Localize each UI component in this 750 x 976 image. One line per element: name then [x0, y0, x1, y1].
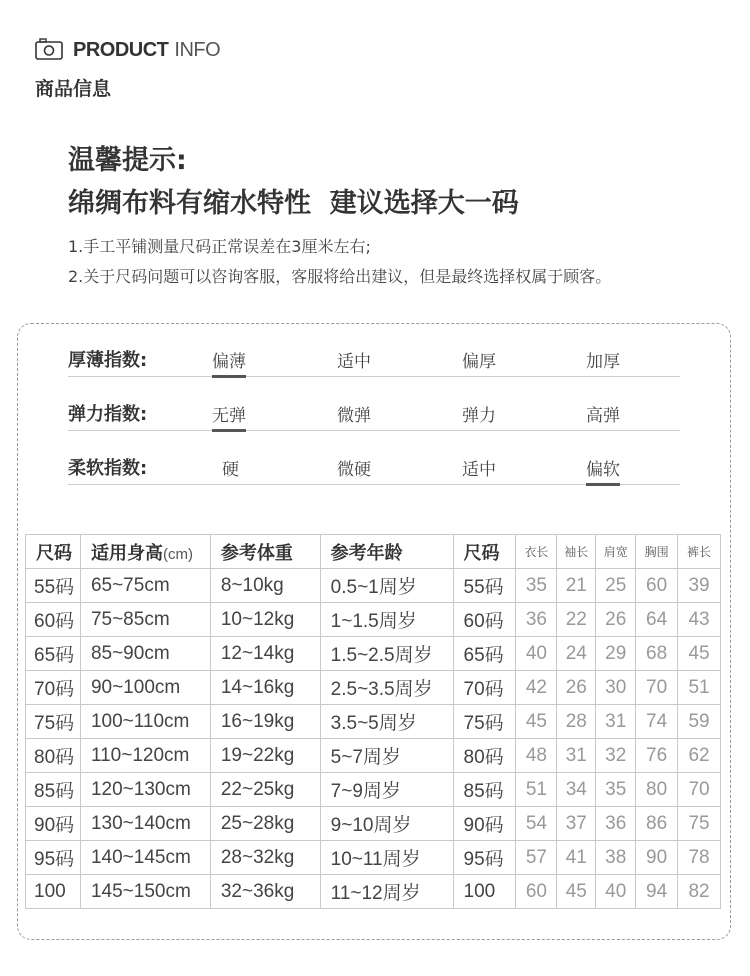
index-option: 高弹 — [586, 406, 620, 426]
size-table-body — [26, 569, 721, 909]
table-cell: 80码 — [26, 739, 81, 773]
table-cell: 9~10周岁 — [320, 807, 453, 841]
tip-main: 绵绸布料有缩水特性 建议选择大一码 — [68, 188, 519, 219]
table-row — [26, 841, 721, 875]
table-cell: 30 — [596, 671, 636, 705]
table-cell: 36 — [596, 807, 636, 841]
table-cell: 32~36kg — [210, 875, 320, 909]
header-subtitle: 商品信息 — [35, 78, 112, 100]
index-option: 加厚 — [586, 352, 620, 372]
table-cell: 48 — [516, 739, 557, 773]
table-row — [26, 671, 721, 705]
table-cell: 2.5~3.5周岁 — [320, 671, 453, 705]
table-cell: 145~150cm — [80, 875, 210, 909]
table-cell: 3.5~5周岁 — [320, 705, 453, 739]
table-cell: 74 — [636, 705, 678, 739]
table-cell: 7~9周岁 — [320, 773, 453, 807]
header-shoulder: 肩宽 — [596, 535, 636, 569]
table-cell: 0.5~1周岁 — [320, 569, 453, 603]
index-option: 适中 — [462, 460, 496, 480]
table-cell: 70 — [678, 773, 721, 807]
table-cell: 95码 — [26, 841, 81, 875]
table-cell: 40 — [596, 875, 636, 909]
table-cell: 75码 — [453, 705, 516, 739]
table-cell: 70码 — [26, 671, 81, 705]
table-cell: 32 — [596, 739, 636, 773]
table-cell: 11~12周岁 — [320, 875, 453, 909]
table-cell: 60 — [516, 875, 557, 909]
table-row — [26, 807, 721, 841]
index-option: 无弹 — [212, 401, 246, 426]
table-cell: 43 — [678, 603, 721, 637]
header-chest: 胸围 — [636, 535, 678, 569]
table-cell: 62 — [678, 739, 721, 773]
table-cell: 14~16kg — [210, 671, 320, 705]
table-cell: 70码 — [453, 671, 516, 705]
thickness-index-row — [68, 340, 680, 377]
header-title: PRODUCT INFO — [73, 39, 221, 61]
table-cell: 120~130cm — [80, 773, 210, 807]
table-cell: 31 — [557, 739, 596, 773]
header-height: 适用身高(cm) — [80, 535, 210, 569]
tip-title: 温馨提示: — [68, 145, 187, 176]
table-cell: 65码 — [26, 637, 81, 671]
table-cell: 45 — [678, 637, 721, 671]
table-cell: 60码 — [453, 603, 516, 637]
table-cell: 35 — [516, 569, 557, 603]
table-cell: 38 — [596, 841, 636, 875]
table-cell: 75码 — [26, 705, 81, 739]
table-cell: 42 — [516, 671, 557, 705]
index-option: 偏薄 — [212, 347, 246, 372]
table-cell: 25~28kg — [210, 807, 320, 841]
header-length: 衣长 — [516, 535, 557, 569]
table-cell: 55码 — [26, 569, 81, 603]
table-cell: 65~75cm — [80, 569, 210, 603]
table-cell: 95码 — [453, 841, 516, 875]
table-cell: 54 — [516, 807, 557, 841]
table-cell: 10~12kg — [210, 603, 320, 637]
table-cell: 75~85cm — [80, 603, 210, 637]
table-cell: 12~14kg — [210, 637, 320, 671]
table-cell: 94 — [636, 875, 678, 909]
table-cell: 82 — [678, 875, 721, 909]
index-option: 微弹 — [337, 406, 371, 426]
index-option: 偏软 — [586, 455, 620, 480]
index-option: 适中 — [337, 352, 371, 372]
table-cell: 68 — [636, 637, 678, 671]
table-cell: 130~140cm — [80, 807, 210, 841]
table-row — [26, 773, 721, 807]
table-cell: 60码 — [26, 603, 81, 637]
index-label: 柔软指数: — [68, 458, 148, 479]
header-pants: 裤长 — [678, 535, 721, 569]
table-cell: 80 — [636, 773, 678, 807]
table-cell: 28 — [557, 705, 596, 739]
table-cell: 45 — [557, 875, 596, 909]
table-cell: 40 — [516, 637, 557, 671]
note-2: 2.关于尺码问题可以咨询客服，客服将给出建议，但是最终选择权属于顾客。 — [68, 267, 612, 286]
table-cell: 41 — [557, 841, 596, 875]
table-cell: 39 — [678, 569, 721, 603]
table-cell: 22 — [557, 603, 596, 637]
table-cell: 59 — [678, 705, 721, 739]
camera-icon — [35, 38, 63, 60]
table-cell: 21 — [557, 569, 596, 603]
table-cell: 110~120cm — [80, 739, 210, 773]
table-cell: 29 — [596, 637, 636, 671]
table-cell: 24 — [557, 637, 596, 671]
table-cell: 100 — [453, 875, 516, 909]
table-cell: 45 — [516, 705, 557, 739]
table-row — [26, 875, 721, 909]
table-cell: 85码 — [26, 773, 81, 807]
table-cell: 70 — [636, 671, 678, 705]
table-cell: 26 — [596, 603, 636, 637]
elasticity-index-row — [68, 394, 680, 431]
index-option: 偏厚 — [462, 352, 496, 372]
table-cell: 85~90cm — [80, 637, 210, 671]
table-cell: 16~19kg — [210, 705, 320, 739]
table-cell: 78 — [678, 841, 721, 875]
table-cell: 86 — [636, 807, 678, 841]
table-cell: 10~11周岁 — [320, 841, 453, 875]
table-cell: 1~1.5周岁 — [320, 603, 453, 637]
table-cell: 25 — [596, 569, 636, 603]
table-cell: 55码 — [453, 569, 516, 603]
table-cell: 80码 — [453, 739, 516, 773]
table-cell: 140~145cm — [80, 841, 210, 875]
table-cell: 100 — [26, 875, 81, 909]
table-cell: 60 — [636, 569, 678, 603]
note-1: 1.手工平铺测量尺码正常误差在3厘米左右; — [68, 237, 371, 256]
header-weight: 参考体重 — [210, 535, 320, 569]
table-row — [26, 569, 721, 603]
table-cell: 100~110cm — [80, 705, 210, 739]
index-option: 微硬 — [337, 460, 371, 480]
table-row — [26, 637, 721, 671]
table-cell: 5~7周岁 — [320, 739, 453, 773]
table-cell: 36 — [516, 603, 557, 637]
table-cell: 31 — [596, 705, 636, 739]
table-cell: 35 — [596, 773, 636, 807]
table-cell: 19~22kg — [210, 739, 320, 773]
table-cell: 85码 — [453, 773, 516, 807]
table-cell: 37 — [557, 807, 596, 841]
size-table — [25, 534, 721, 909]
table-cell: 22~25kg — [210, 773, 320, 807]
header-size: 尺码 — [26, 535, 81, 569]
table-cell: 90码 — [453, 807, 516, 841]
index-option: 硬 — [222, 460, 239, 480]
table-header-row — [26, 535, 721, 569]
index-label: 弹力指数: — [68, 404, 148, 425]
table-cell: 76 — [636, 739, 678, 773]
table-cell: 51 — [516, 773, 557, 807]
header-sleeve: 袖长 — [557, 535, 596, 569]
table-cell: 65码 — [453, 637, 516, 671]
index-option: 弹力 — [462, 406, 496, 426]
table-cell: 57 — [516, 841, 557, 875]
table-cell: 90~100cm — [80, 671, 210, 705]
softness-index-row — [68, 448, 680, 485]
table-cell: 8~10kg — [210, 569, 320, 603]
table-cell: 51 — [678, 671, 721, 705]
table-cell: 90码 — [26, 807, 81, 841]
table-row — [26, 603, 721, 637]
table-cell: 26 — [557, 671, 596, 705]
table-cell: 90 — [636, 841, 678, 875]
table-cell: 64 — [636, 603, 678, 637]
table-row — [26, 705, 721, 739]
table-cell: 75 — [678, 807, 721, 841]
header-size-2: 尺码 — [453, 535, 516, 569]
table-cell: 1.5~2.5周岁 — [320, 637, 453, 671]
table-cell: 34 — [557, 773, 596, 807]
table-cell: 28~32kg — [210, 841, 320, 875]
index-label: 厚薄指数: — [68, 350, 148, 371]
header-age: 参考年龄 — [320, 535, 453, 569]
table-row — [26, 739, 721, 773]
